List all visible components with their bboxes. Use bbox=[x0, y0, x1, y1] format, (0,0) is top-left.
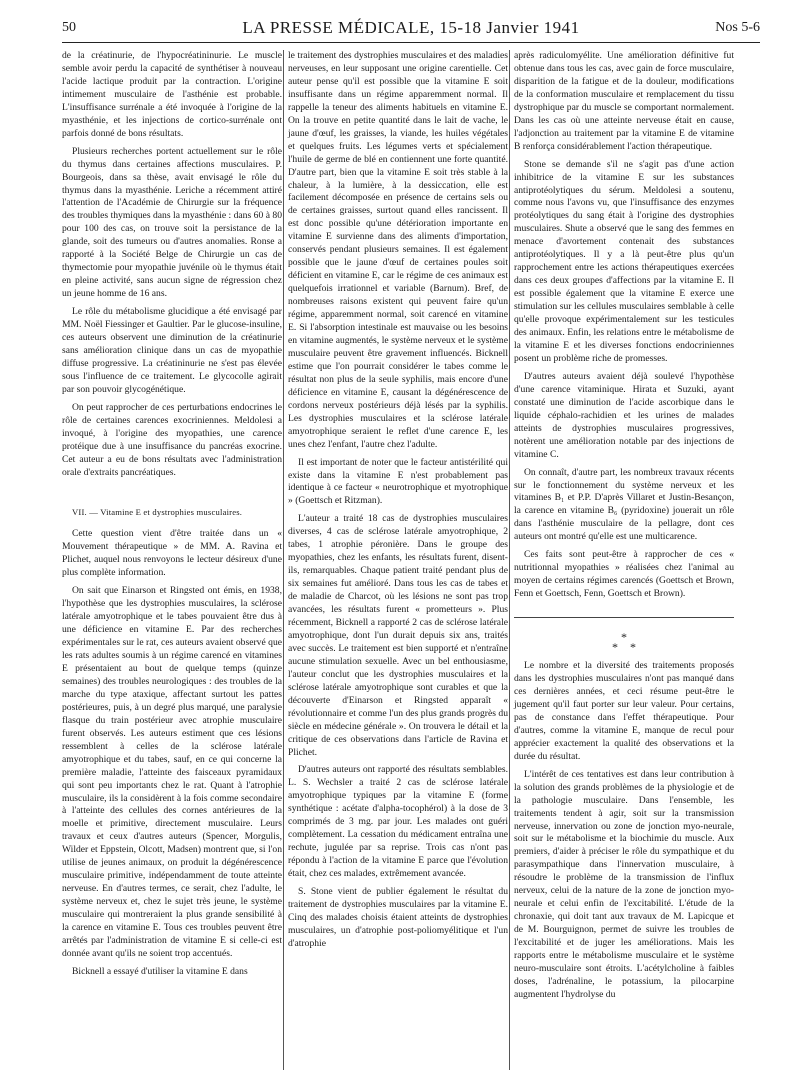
paragraph: Bicknell a essayé d'utiliser la vitamine E dans bbox=[72, 965, 248, 977]
paragraph: D'autres auteurs ont rapporté des résultats semblables. L. S. Wechsler a traité 2 cas de sclérose latérale amyotrophique typiques par la vitamine E (forme synthétique : acétate d'alpha-tocophérol) à la dose de 3 comprimés de 3 mg. par jour. Les malades ont guéri complètement. La cessation du médicament entraîna une rechute, jugulée par sa reprise. Trois cas n'ont pas répondu à l'action de la vitamine E parce que l'évolution était, chez ces malades, extrêmement avancée. bbox=[288, 764, 508, 880]
paragraph: S. Stone vient de publier également le résultat du traitement de dystrophies musculaires par la vitamine E. Cinq des malades choisis étaient atteints de dystrophies musculaires, un d'atrophie post-poliomyélitique et l'un d'atrophie bbox=[288, 886, 508, 949]
paragraph: Plusieurs recherches portent actuellement sur le rôle du thymus dans certaines affections musculaires. P. Bourgeois, dans sa thèse, avait envisagé le rôle du thymus dans la myasthénie. Leriche a récemment attiré l'attention de l'Académie de Chirurgie sur la fréquence des troubles thymiques dans la myasthénie : dans 60 à 80 pour 100 des cas, on trouve soit la persistance de la glande, soit des tumeurs ou d'autres anomalies. Ronse a rapporté à la Société Belge de Chirurgie un cas de thymectomie pour myopathie juvénile où le thymus était en pleine activité, sans aucun signe de régression chez un jeune homme de 16 ans. bbox=[62, 145, 282, 300]
column-rule bbox=[283, 50, 284, 1070]
paragraph: On connaît, d'autre part, les nombreux travaux récents sur le fonctionnement du système nerveux et les vitamines B₁ et P.P. D'après Villaret et Justin-Besançon, la carence en vitamine B₆ (pyridoxine) jouerait un rôle dans l'asthénie musculaire de la pellagre, dont ces auteurs ont montré qu'elle est une multicarence. bbox=[514, 466, 734, 543]
paragraph: L'intérêt de ces tentatives est dans leur contribution à la solution des grands problèmes de la physiologie et de la pathologie musculaire. Dans l'ensemble, les traitements tendent à agir, soit sur la transmission nerveuse, innervation ou zone de jonction myo-neurale, soit sur le métabolisme et la biochimie du muscle. Aux premiers, d'aider à préciser le rôle du sympathique et du parasympathique dans l'innervation musculaire, à résoudre le problème de la transmission de l'influx nerveux, celui de la nature de la zone de jonction myo-neurale et celui enfin de l'excitabilité. L'étude de la chronaxie, qui doit tant aux travaux de M. Lapicque et de M. Bourguignon, permet de suivre les troubles de l'excitabilité et de juger les améliorations. Mais les rapports entre le métabolisme musculaire et le système neuro-musculaire sont étroits. L'acétylcholine à faibles doses, l'adrénaline, le potassium, la pilocarpine augmentent l'hydrolyse du bbox=[514, 768, 734, 1000]
column-rule bbox=[509, 50, 510, 1070]
page-header bbox=[62, 18, 760, 43]
paragraph: Le rôle du métabolisme glucidique a été envisagé par MM. Noël Fiessinger et Gaultier. Par le glucose-insuline, ces auteurs observent une diminution de la créatinurie sans amélioration clinique dans un cas de myopathie diffuse progressive. La créatininurie ne s'est pas élevée sous l'influence de ce traitement. Le glycocolle agirait par son pouvoir glycogénétique. bbox=[62, 306, 282, 395]
paragraph: Cette question vient d'être traitée dans un « Mouvement thérapeutique » de MM. A. Ravina et Plichet, auquel nous renvoyons le lecteur désireux d'une plus complète information. bbox=[62, 528, 282, 579]
paragraph: On sait que Einarson et Ringsted ont émis, en 1938, l'hypothèse que les dystrophies musculaires, la sclérose latérale amyotrophique et le tabes pouvaient être dus à une déficience en vitamine E. Par des recherches expérimentales sur le rat, ces auteurs avaient observé que les rats adultes soumis à un régime carencé en vitamines E présentaient au bout de quelque temps (quinze semaines) des troubles neurologiques : des troubles de la marche du type ataxique, affectant surtout les pattes postérieures, puis, à un degré plus marqué, une paralysie flasque du train postérieur avec atrophie musculaire furent observés. Les auteurs estiment que ces lésions ressemblent à celles de la sclérose latérale amyotrophique et du tabes, sauf, en ce qui concerne la première maladie, l'atteinte des faisceaux pyramidaux qui sont peu importants chez le rat. Quant à l'atrophie musculaire, ils la considèrent à la fois comme secondaire à l'atteinte des cellules des cornes antérieures de la moelle et primitive, directement musculaire. Leurs travaux et ceux d'autres auteurs (Spencer, Morgulis, Wilder et Eppstein, Olcott, Madsen) montrent que, si l'on utilise de jeunes animaux, on produit la dégénérescence musculaire primitive, indépendamment de toute atteinte nerveuse. En d'autres termes, ce serait, chez l'adulte, le système nerveux et, chez le sujet très jeune, le système musculaire qui montreraient la plus grande sensibilité à la carence en vitamine E. Tous ces troubles peuvent être arrêtés par l'administration de vitamine E si celle-ci est donnée avant qu'ils ne soient trop accentués. bbox=[62, 585, 282, 959]
paragraph: L'auteur a traité 18 cas de dystrophies musculaires diverses, 4 cas de sclérose latérale amyotrophique, 2 tabes, 1 atrophie péronière. Dans le groupe des myopathies, chez les enfants, les résultats furent, disent-ils, remarquables. Chaque patient traité pendant plus de six semaines fut amélioré. Dans tous les cas de tabes et de maladie de Charcot, où les lésions ne sont pas trop avancées, les résultats furent « prometteurs ». Plus récemment, Bicknell a rapporté 2 cas de sclérose latérale amyotrophique, dont l'un durait depuis six ans, traités avec succès. Le traitement est bien supporté et n'entraîne aucune stimulation sexuelle. Avec un bel enthousiasme, l'auteur conclut que les dystrophies musculaires et la sclérose latérale amyotrophique sont curables et que la découverte d'Einarson et Ringsted apparaît « révolutionnaire et comme l'un des plus grands progrès du siècle en médecine générale ». On trouvera le détail et la critique de ces observations dans l'article de Ravina et Plichet. bbox=[288, 513, 508, 758]
section-heading: VII. — Vitamine E et dystrophies musculaires. bbox=[72, 506, 243, 517]
paragraph: On peut rapprocher de ces perturbations endocrines le rôle de certaines carences exocriniennes. Meldolesi a invoqué, à l'origine des myopathies, une carence protéique due à une insuffisance du pancréas exocrine. Cet auteur a eu de bons résultats avec l'administration orale d'extraits pancréatiques. bbox=[62, 401, 282, 478]
paragraph: Il est important de noter que le facteur antistérilité qui existe dans la vitamine E n'est probablement pas identique à ce facteur « neurotrophique et myotrophique » (Goettsch et Ritzman). bbox=[288, 456, 508, 507]
paragraph: Ces faits sont peut-être à rapprocher de ces « nutritionnal myopathies » réalisées chez l'animal au moyen de certains régimes carencés (Goettsch et Brown, Fenn et Goettsch, Fenn, Goettsch et Brown). bbox=[514, 549, 734, 600]
paragraph: de la créatinurie, de l'hypocréatininurie. Le muscle semble avoir perdu la capacité de synthétiser à nouveau l'acide lactique produit par la contraction. L'origine intimement musculaire de l'asthénie est probable. L'insuffisance surrénale a été invoquée à l'origine de la myasthénie, et les injections de cortico-surrénale ont parfois donné de bons résultats. bbox=[62, 50, 282, 139]
section-divider bbox=[514, 617, 734, 618]
paragraph: Stone se demande s'il ne s'agit pas d'une action inhibitrice de la vitamine E sur les substances antiprotéolytiques du sérum. Meldolesi a soutenu, comme nous l'avons vu, que l'insuffisance des enzymes protéolytiques du sang était à l'origine des dystrophies musculaires. Shute a observé que le sang des femmes en menace d'avortement contenait des substances antiprotéolytiques. Il y a là peut-être plus qu'un rapprochement entre les actions thérapeutiques exercées dans ces deux groupes d'affections par la vitamine E. Il est possible également que la vitamine E exerce une stimulation sur les cellules musculaires semblable à celle qu'elle provoque expérimentalement sur les testicules des animaux. Enfin, les relations entre le métabolisme de la vitamine E et les diverses fonctions endocriniennes posent un problème riche de promesses. bbox=[514, 158, 734, 364]
paragraph: après radiculomyélite. Une amélioration définitive fut obtenue dans tous les cas, avec gain de force musculaire, disparition de la fatigue et de la douleur, modifications de la conformation musculaire et remplacement du tissu dystrophique par du muscle se comportant normalement. Dans les cas où une atteinte nerveuse était en cause, l'adjonction au traitement par la vitamine E de vitamine B renforça considérablement l'action thérapeutique. bbox=[514, 50, 734, 152]
journal-title: LA PRESSE MÉDICALE, 15-18 Janvier 1941 bbox=[242, 18, 580, 37]
issue-number: Nos 5-6 bbox=[715, 20, 760, 35]
paragraph: D'autres auteurs avaient déjà soulevé l'hypothèse d'une carence vitaminique. Hirata et Suzuki, ayant constaté une diminution de l'acide ascorbique dans le liquide céphalo-rachidien et les urines de malades atteints de dystrophies musculaires progressives, notèrent une amélioration notable par des injections de vitamine C. bbox=[514, 370, 734, 460]
column-2 bbox=[288, 50, 508, 951]
column-1 bbox=[62, 50, 282, 979]
asterism: * * * bbox=[612, 630, 636, 655]
paragraph: Le nombre et la diversité des traitements proposés dans les dystrophies musculaires n'ont pas manqué dans ces dernières années, et ceci résume peut-être le jugement qu'il faut porter sur leur valeur. Pour certains, pas de constance dans l'effet thérapeutique. Pour d'autres, comme la vitamine E, manque de recul pour apprécier exactement la qualité des observations et la durée du résultat. bbox=[514, 660, 734, 762]
column-3 bbox=[514, 50, 734, 1002]
page-number: 50 bbox=[62, 20, 76, 35]
paragraph: le traitement des dystrophies musculaires et des maladies nerveuses, en leur supposant une origine carentielle. Cet auteur pense qu'il est possible que la vitamine E soit insuffisante dans un régime apparemment normal. Il rappelle la teneur des aliments habituels en vitamine E. On la trouve en petite quantité dans le lait de vache, le jaune d'œuf, les graisses, la viande, les huiles végétales et quelques fruits. Les légumes verts et spécialement l'huile de germe de blé en contiennent une forte quantité. D'autre part, bien que la vitamine E soit très stable à la chaleur, à la lumière, à la dessiccation, elle est facilement décomposée en présence de certains sels ou de certaines graisses, surtout quand elles rancissent. Il est donc possible qu'une détérioration importante en vitamine E survienne dans des aliments d'importation, conservés pendant plusieurs semaines. Il est également possible que le jaune d'œuf de certaines poules soit déficient en vitamine E, car le régime de ces animaux est quelquefois irrationnel et variable (Barnum). Bref, de nombreuses raisons existent qui peuvent faire qu'un régime, apparemment normal, soit carencé en vitamine E. Si l'absorption intestinale est mauvaise ou les besoins en vitamine augmentés, le système nerveux et le système musculaire peuvent être gravement influencés. Bicknell estime que l'on pourrait considérer le tabes comme le résultat non plus de la seule syphilis, mais encore d'une déficience en vitamine E, causant la dégénérescence de cordons nerveux postérieurs déjà lésés par la syphilis. Les dystrophies musculaires et la sclérose latérale amyotrophique seraient le reflet d'une carence E, les unes chez l'enfant, l'autre chez l'adulte. bbox=[288, 50, 508, 450]
